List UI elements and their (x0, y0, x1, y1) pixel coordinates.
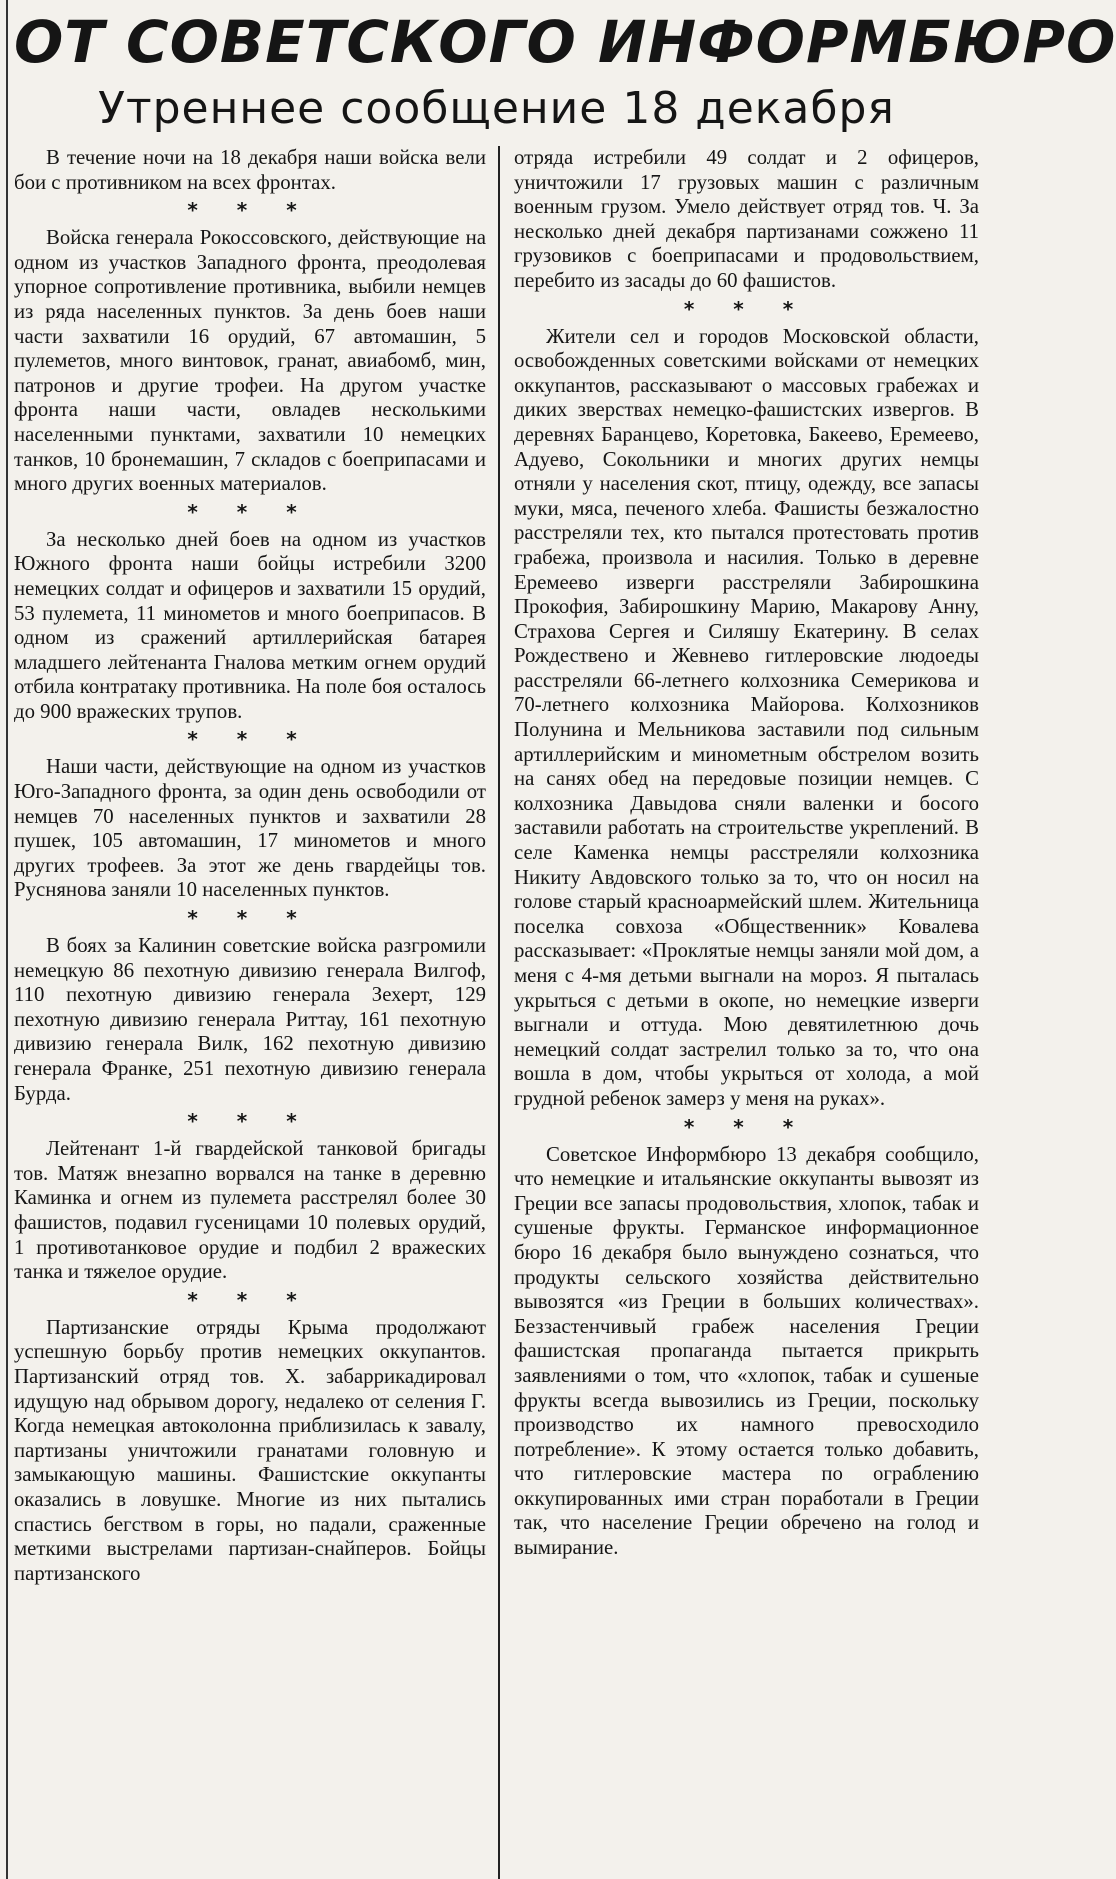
article-paragraph: Лейтенант 1-й гвардейской танковой бригады тов. Матяж внезапно ворвался на танке в деревню Каминка и огнем из пулемета расстрелял более 30 фашистов, подавил гусеницами 10 полевых орудий, 1 противотанковое орудие и подбил 2 вражеских танка и тяжелое орудие. (14, 1137, 486, 1284)
article-paragraph: В течение ночи на 18 декабря наши войска вели бои с противником на всех фронтах. (14, 146, 486, 194)
section-separator: * * * (187, 1109, 313, 1134)
section-separator: * * * (683, 1114, 810, 1139)
article-paragraph: Советское Информбюро 13 декабря сообщило, что немецкие и итальянские оккупанты вывозят из Греции все запасы продовольствия, хлопок, табак и сушеные фрукты. Германское информационное бюро 16 декабря было вынуждено сознаться, что продукты сельского хозяйства действительно вывозятся «из Греции в больших количествах». Беззастенчивый грабеж населения Греции фашистская пропаганда пытается прикрыть заявлениями о том, что «хлопок, табак и сушеные фрукты всегда вывозились из Греции, поскольку производство их намного превосходило потребление». К этому остается только добавить, что гитлеровские мастера по ограблению оккупированных ими стран поработали в Греции так, что население Греции обречено на голод и вымирание. (514, 1142, 979, 1560)
article-paragraph: За несколько дней боев на одном из участков Южного фронта наши бойцы истребили 3200 немецких солдат и офицеров и захватили 15 орудий, 53 пулемета, 11 минометов и много боеприпасов. В одном из сражений артиллерийская батарея младшего лейтенанта Гналова метким огнем орудий отбила контратаку противника. На поле боя осталось до 900 вражеских трупов. (14, 527, 486, 723)
article-paragraph: Наши части, действующие на одном из участков Юго-Западного фронта, за один день освободили от немцев 70 населенных пунктов и захватили 28 пушек, 105 автомашин, 17 минометов и много других трофеев. За этот же день гвардейцы тов. Руснянова заняли 10 населенных пунктов. (14, 755, 486, 902)
left-column (14, 146, 498, 1879)
section-separator: * * * (187, 727, 313, 752)
left-margin-rule (6, 0, 8, 1879)
article-paragraph: Партизанские отряды Крыма продолжают успешную борьбу против немецких оккупантов. Партизанский отряд тов. Х. забаррикадировал идущую над обрывом дорогу, недалеко от селения Г. Когда немецкая автоколонна приблизилась к завалу, партизаны уничтожили гранатами головную и замыкающую машины. Фашистские оккупанты оказались в ловушке. Многие из них пытались спастись бегством в горы, но падали, сраженные меткими выстрелами партизан-снайперов. Бойцы партизанского (14, 1315, 486, 1585)
section-separator: * * * (187, 906, 313, 931)
article-paragraph: Войска генерала Рокоссовского, действующие на одном из участков Западного фронта, преодолевая упорное сопротивление противника, выбили немцев из ряда населенных пунктов. За день боев наши части захватили 16 орудий, 67 автомашин, 5 пулеметов, много винтовок, гранат, авиабомб, мин, патронов и другие трофеи. На другом участке фронта наши части, овладев несколькими населенными пунктами, захватили 10 немецких танков, 10 бронемашин, 7 складов с боеприпасами и много других военных материалов. (14, 226, 486, 496)
section-separator: * * * (187, 198, 313, 223)
section-separator: * * * (187, 1287, 313, 1312)
article-paragraph-continued: отряда истребили 49 солдат и 2 офицеров, уничтожили 17 грузовых машин с различным военным грузом. Умело действует отряд тов. Ч. За несколько дней декабря партизанами сожжено 11 грузовиков с боеприпасами и продовольствием, перебито из засады до 60 фашистов. (514, 146, 979, 292)
page-title: ОТ СОВЕТСКОГО ИНФОРМБЮРО (14, 8, 1116, 76)
article-columns (14, 146, 979, 1879)
page-subtitle: Утреннее сообщение 18 декабря (98, 83, 895, 134)
section-separator: * * * (187, 499, 313, 524)
right-column (498, 146, 979, 1879)
article-paragraph: В боях за Калинин советские войска разгромили немецкую 86 пехотную дивизию генерала Вилгоф, 110 пехотную дивизию генерала Зехерт, 129 пехотную дивизию генерала Риттау, 161 пехотную дивизию генерала Вилк, 162 пехотную дивизию генерала Франке, 251 пехотную дивизию генерала Бурда. (14, 934, 486, 1105)
article-paragraph: Жители сел и городов Московской области, освобожденных советскими войсками от немецких оккупантов, рассказывают о массовых грабежах и диких зверствах немецко-фашистских извергов. В деревнях Баранцево, Коретовка, Бакеево, Еремеево, Адуево, Сокольники и многих других немцы отняли у населения скот, птицу, одежду, все запасы муки, мяса, печеного хлеба. Фашисты безжалостно расстреляли тех, кто пытался протестовать против грабежа, произвола и насилия. Только в деревне Еремеево изверги расстреляли Забирошкина Прокофия, Забирошкину Марию, Макарову Анну, Страхова Сергея и Силяшу Екатерину. В селах Рождествено и Жевнево гитлеровские людоеды расстреляли 66-летнего колхозника Семерикова и 70-летнего колхозника Майорова. Колхозников Полунина и Мельникова заставили под сильным артиллерийским и минометным обстрелом возить на санях обед на передовые позиции немцев. С колхозника Давыдова сняли валенки и босого заставили работать на строительстве укреплений. В селе Каменка немцы расстреляли колхозника Никиту Авдовского только за то, что он носил на голове старый красноармейский шлем. Жительница поселка совхоза «Общественник» Ковалева рассказывает: «Проклятые немцы заняли мой дом, а меня с 4-мя детьми выгнали на мороз. Я пыталась укрыться с детьми в окопе, но немецкие изверги выгнали и оттуда. Мою девятилетнюю дочь немецкий солдат застрелил только за то, что она вошла в дом, чтобы укрыться от холода, а мой грудной ребенок замерз у меня на руках». (514, 324, 979, 1110)
section-separator: * * * (683, 296, 810, 321)
